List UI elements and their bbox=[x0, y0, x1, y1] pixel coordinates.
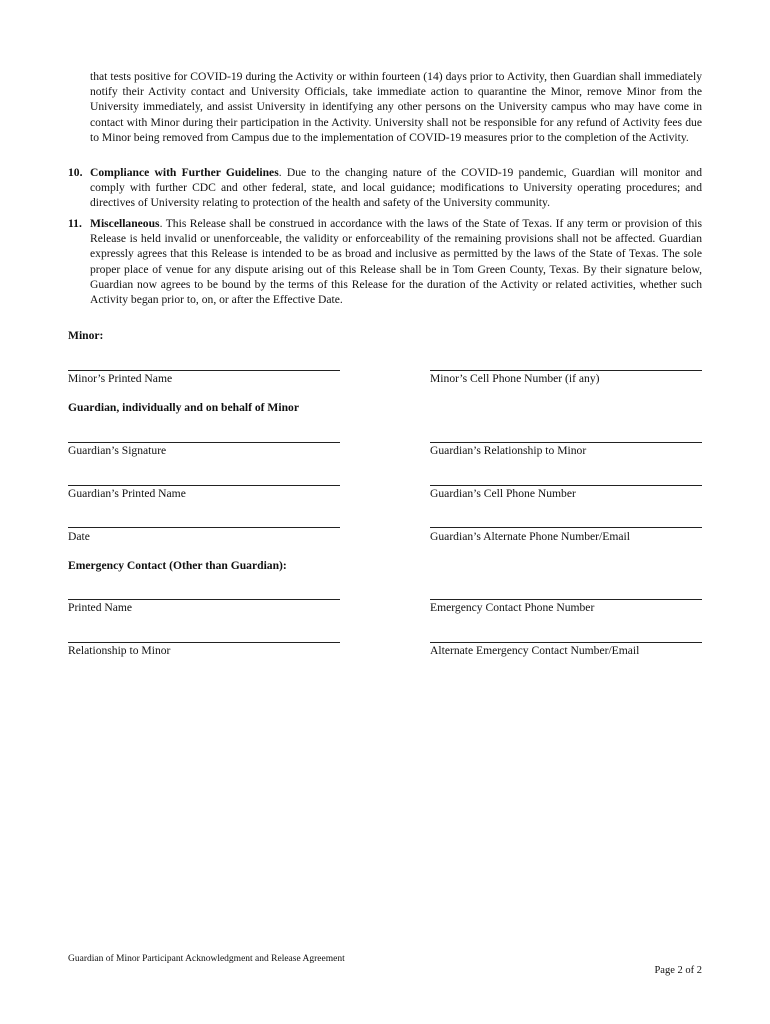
guardian-alt-phone-label: Guardian’s Alternate Phone Number/Email bbox=[430, 530, 630, 543]
guardian-printed-name-label: Guardian’s Printed Name bbox=[68, 487, 186, 500]
section-10-body: . Due to the changing nature of the COVID-19 pandemic, Guardian will monitor and comply with further CDC and other federal, state, and local guidance; modifications to University operating procedures; and directives of University relating to protection of the health and safety of the University community. bbox=[90, 166, 703, 210]
minor-heading: Minor: bbox=[68, 329, 104, 342]
emergency-alt-phone-label: Alternate Emergency Contact Number/Email bbox=[430, 644, 640, 657]
emergency-printed-name-label: Printed Name bbox=[68, 601, 133, 614]
emergency-phone-label: Emergency Contact Phone Number bbox=[430, 601, 595, 614]
guardian-cell-phone-label: Guardian’s Cell Phone Number bbox=[430, 487, 576, 500]
minor-cell-phone-label: Minor’s Cell Phone Number (if any) bbox=[430, 372, 600, 385]
footer-document-title: Guardian of Minor Participant Acknowledgment and Release Agreement bbox=[68, 954, 345, 964]
guardian-alt-phone-line[interactable] bbox=[430, 527, 702, 528]
page-number: Page 2 of 2 bbox=[654, 965, 702, 976]
section-10-title: Compliance with Further Guidelines bbox=[90, 166, 279, 179]
intro-paragraph: that tests positive for COVID-19 during the Activity or within fourteen (14) days prior to Activity, then Guardian shall immediately notify their Activity contact and University Officials, take immediate action to quarantine the Minor, remove Minor from the University immediately, and assist University in identifying any other persons on the University campus who may have come in contact with Minor during their participation in the Activity. University shall not be responsible for any refund of Activity fees due to Minor being removed from Campus due to the implementation of COVID-19 measures prior to the completion of the Activity. bbox=[90, 70, 702, 144]
minor-printed-name-label: Minor’s Printed Name bbox=[68, 372, 173, 385]
guardian-signature-label: Guardian’s Signature bbox=[68, 444, 167, 457]
section-11-title: Miscellaneous bbox=[90, 217, 160, 230]
section-10-paragraph bbox=[90, 165, 702, 211]
date-label: Date bbox=[68, 530, 90, 543]
date-line[interactable] bbox=[68, 527, 340, 528]
section-10-number: 10. bbox=[68, 166, 83, 179]
emergency-contact-heading: Emergency Contact (Other than Guardian): bbox=[68, 559, 287, 572]
section-11-paragraph bbox=[90, 216, 702, 307]
section-11-body: . This Release shall be construed in accordance with the laws of the State of Texas. If any term or provision of this Release is held invalid or unenforceable, the validity or enforceability of the remaining provisions shall not be affected. Guardian expressly agrees that this Release is intended to be as broad and inclusive as permitted by the laws of the State of Texas. The sole proper place of venue for any dispute arising out of this Release shall be in Tom Green County, Texas. By their signature below, Guardian now agrees to be bound by the terms of this Release for the duration of the Activity or related activities, whether such Activity began prior to, on, or after the Effective Date. bbox=[90, 217, 702, 307]
guardian-relationship-label: Guardian’s Relationship to Minor bbox=[430, 444, 587, 457]
guardian-heading: Guardian, individually and on behalf of Minor bbox=[68, 401, 299, 414]
section-11-number: 11. bbox=[68, 217, 82, 230]
emergency-relationship-label: Relationship to Minor bbox=[68, 644, 171, 657]
